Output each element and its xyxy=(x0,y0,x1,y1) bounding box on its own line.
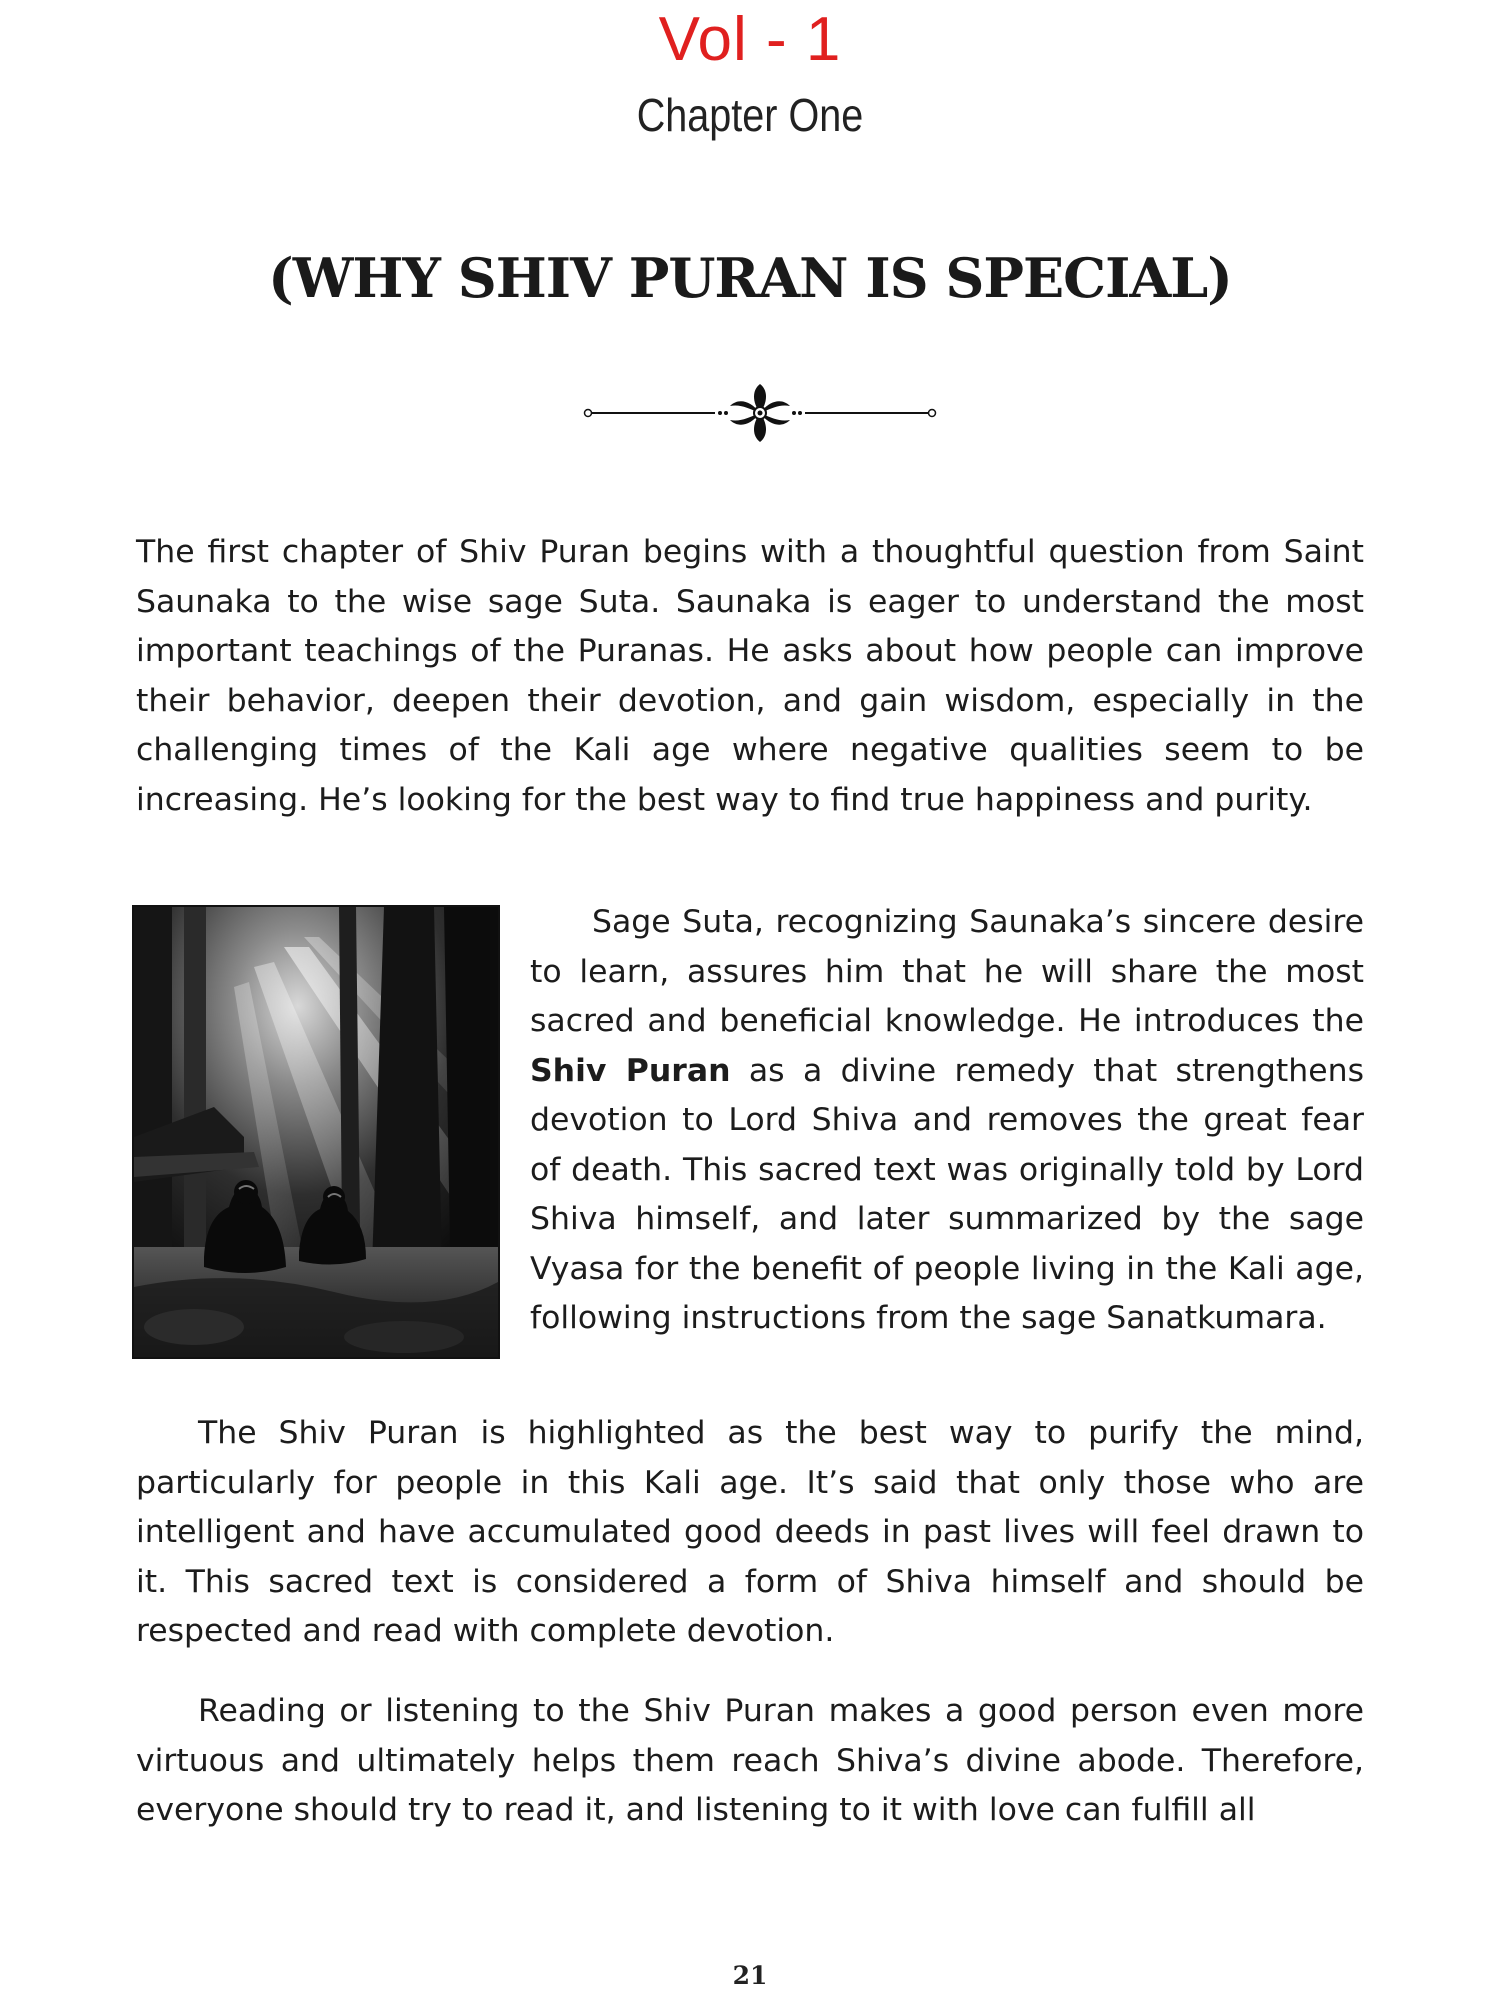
paragraph-1: The first chapter of Shiv Puran begins with a thoughtful question from Saint Saunaka to the wise sage Suta. Saunaka is eager to understand the most important teachings of the Puranas. He asks about how people can improve their behavior, deepen their devotion, and gain wisdom, especially in the challenging times of the Kali age where negative qualities seem to be increasing. He’s looking for the best way to find true happiness and purity. xyxy=(136,534,1364,818)
chapter-title: (WHY SHIV PURAN IS SPECIAL) xyxy=(268,246,1232,310)
paragraph-4: Reading or listening to the Shiv Puran makes a good person even more virtuous and ultimately helps them reach Shiva’s divine abode. Therefore, everyone should try to read it, and listening to it with love can fulfill all xyxy=(136,1693,1364,1828)
paragraph-2-text-start: Sage Suta, recognizing Saunaka’s sincere desire to learn, assures him that he will share the most sacred and beneficial knowledge. He introduces the xyxy=(530,904,1364,1039)
paragraph-2 xyxy=(530,898,1364,1344)
paragraph-3: The Shiv Puran is highlighted as the best way to purify the mind, particularly for people in this Kali age. It’s said that only those who are intelligent and have accumulated good deeds in past lives will feel drawn to it. This sacred text is considered a form of Shiva himself and should be respected and read with complete devotion. xyxy=(136,1415,1364,1649)
volume-label: Vol - 1 xyxy=(658,5,842,74)
page-number: 21 xyxy=(732,1961,768,1990)
paragraph-2-text-end: as a divine remedy that strengthens devotion to Lord Shiva and removes the great fear of death. This sacred text was originally told by Lord Shiva himself, and later summarized by the sage Vyasa for the benefit of people living in the Kali age, following instructions from the sage Sanatkumara. xyxy=(530,1052,1364,1336)
shiv-puran-emphasis: Shiv Puran xyxy=(530,1052,731,1089)
forest-sages-illustration xyxy=(132,905,500,1359)
chapter-label: Chapter One xyxy=(636,89,864,141)
floral-divider-icon xyxy=(580,378,940,448)
